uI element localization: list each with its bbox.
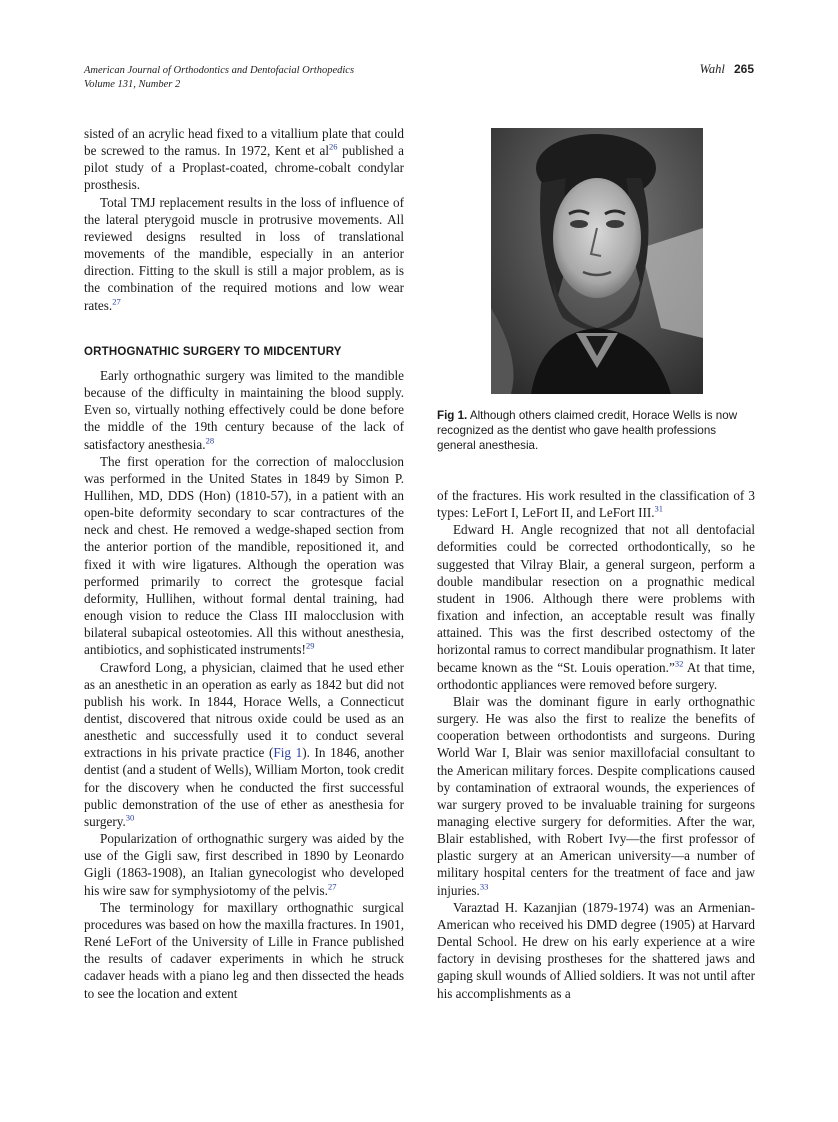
journal-title: American Journal of Orthodontics and Dentofacial Orthopedics	[84, 65, 355, 76]
reference-link[interactable]: 29	[305, 640, 315, 651]
paragraph: Edward H. Angle recognized that not all dentofacial deformities could be corrected orthodontically, so he suggested that Vilray Blair, a general surgeon, perform a double mandibular resection on a prognathic medical student in 1906. Although there were problems with fixation and infection, an acceptable result was finally attained. This was the first described ostectomy of the horizontal ramus to correct mandibular prognathism. It later became known as the “St. Louis operation.”$^{32}$ At that time, orthodontic appliances were removed before surgery.	[437, 522, 755, 692]
section-heading: ORTHOGNATHIC SURGERY TO MIDCENTURY	[84, 345, 342, 358]
page-number: 265	[733, 62, 754, 76]
reference-link[interactable]: 30	[125, 812, 135, 823]
journal-volume: Volume 131, Number 2	[84, 78, 181, 90]
caption-text: Although others claimed credit, Horace Wells is now recognized as the dentist who gave health professions general anesthesia.	[437, 409, 738, 452]
reference-link[interactable]: 28	[205, 435, 215, 446]
reference-link[interactable]: 31	[654, 503, 664, 514]
paragraph: Varaztad H. Kazanjian (1879-1974) was an Armenian-American who received his DMD degree (1905) at Harvard Dental School. He drew on his early experience at a wire factory in devising prostheses for the shattered jaws and gaping skull wounds of Allied soldiers. It was not until after his accomplishments as a	[437, 899, 755, 1001]
figure-label: Fig 1.	[437, 409, 468, 422]
reference-link[interactable]: 27	[112, 296, 121, 307]
paragraph: The terminology for maxillary orthognathic surgical procedures was based on how the maxilla fractures. In 1901, René LeFort of the University of Lille in France published the results of cadaver experiments in which he struck cadaver heads with a piano leg and then dissected the heads to see the location and extent	[84, 899, 404, 1001]
figure-link[interactable]: Fig 1	[273, 745, 303, 761]
paragraph: sisted of an acrylic head fixed to a vitallium plate that could be screwed to the ramus. In 1972, Kent et $al^{26}$ published a pilot study of a Proplast-coated, chrome-cobalt condylar prosthesis.	[84, 126, 404, 193]
portrait-photo	[491, 128, 703, 394]
right-column	[437, 487, 755, 1002]
portrait-illustration	[491, 128, 703, 394]
reference-link[interactable]: 26	[329, 141, 338, 152]
page-header-right	[700, 62, 754, 77]
paragraph: Popularization of orthognathic surgery was aided by the use of the Gigli saw, first described in 1890 by Leonardo Gigli (1863-1908), an Italian gynecologist who developed his wire saw for symphysiotomy of the pelvis.$^{27}$	[84, 831, 404, 898]
paragraph: Total TMJ replacement results in the loss of influence of the lateral pterygoid muscle in protrusive movements. All reviewed designs resulted in loss of translational movements of the mandible, especially in an anterior direction. Fitting to the skull is still a major problem, as is the combination of the required motions and low wear rates.$^{27}$	[84, 194, 404, 313]
paragraph: The first operation for the correction of malocclusion was performed in the United States in 1849 by Simon P. Hullihen, MD, DDS (Hon) (1810-57), in a patient with an open-bite deformity secondary to scar contractures of the neck and chest. He removed a wedge-shaped section from the anterior portion of the mandible, repositioned it, and fixed it with wire ligatures. Although the operation was performed primarily to correct the grotesque facial deformity, Hullihen, without formal dental training, had enough vision to reduce the Class III malocclusion with bilateral subapical osteotomies. All this without anesthesia, antibiotics, and sophisticated instruments!$^{29}$	[84, 453, 404, 658]
paragraph: Blair was the dominant figure in early orthognathic surgery. He was also the first to realize the benefits of cooperation between orthodontists and surgeons. During World War I, Blair was senior maxillofacial consultant to the American military forces. Despite complications caused by contamination of extraoral wounds, the experiences of war surgery proved to be invaluable training for surgeons managing elective surgery for deformities. After the war, Blair established, with Robert Ivy—the first professor of plastic surgery at an American university—a number of military hospital centers for the treatment of face and jaw injuries.$^{33}$	[437, 693, 755, 898]
reference-link[interactable]: 27	[327, 881, 337, 892]
reference-link[interactable]: 32	[674, 658, 684, 669]
running-header	[84, 64, 354, 91]
left-column	[84, 125, 404, 1002]
paragraph: Crawford Long, a physician, claimed that he used ether as an anesthetic in an operation as early as 1842 but did not publish his work. In 1844, Horace Wells, a Connecticut dentist, discovered that nitrous oxide could be used as an anesthetic and successfully used it to conduct several extractions in his private practice (Fig 1). In 1846, another dentist (and a student of Wells), William Morton, took credit for the discovery when he conducted the first successful public demonstration of the use of ether as anesthesia for surgery.$^{30}$	[84, 659, 404, 829]
reference-link[interactable]: 33	[479, 881, 489, 892]
author-name: Wahl	[699, 62, 725, 76]
figure-caption	[437, 408, 755, 453]
paragraph: Early orthognathic surgery was limited to the mandible because of the difficulty in maintaining the blood supply. Even so, virtually nothing effectively could be done before the middle of the 19th century because of the lack of satisfactory anesthesia.$^{28}$	[84, 367, 404, 452]
paragraph: of the fractures. His work resulted in the classification of 3 types: LeFort I, LeFort II, and LeFort III.$^{31}$	[437, 488, 755, 521]
